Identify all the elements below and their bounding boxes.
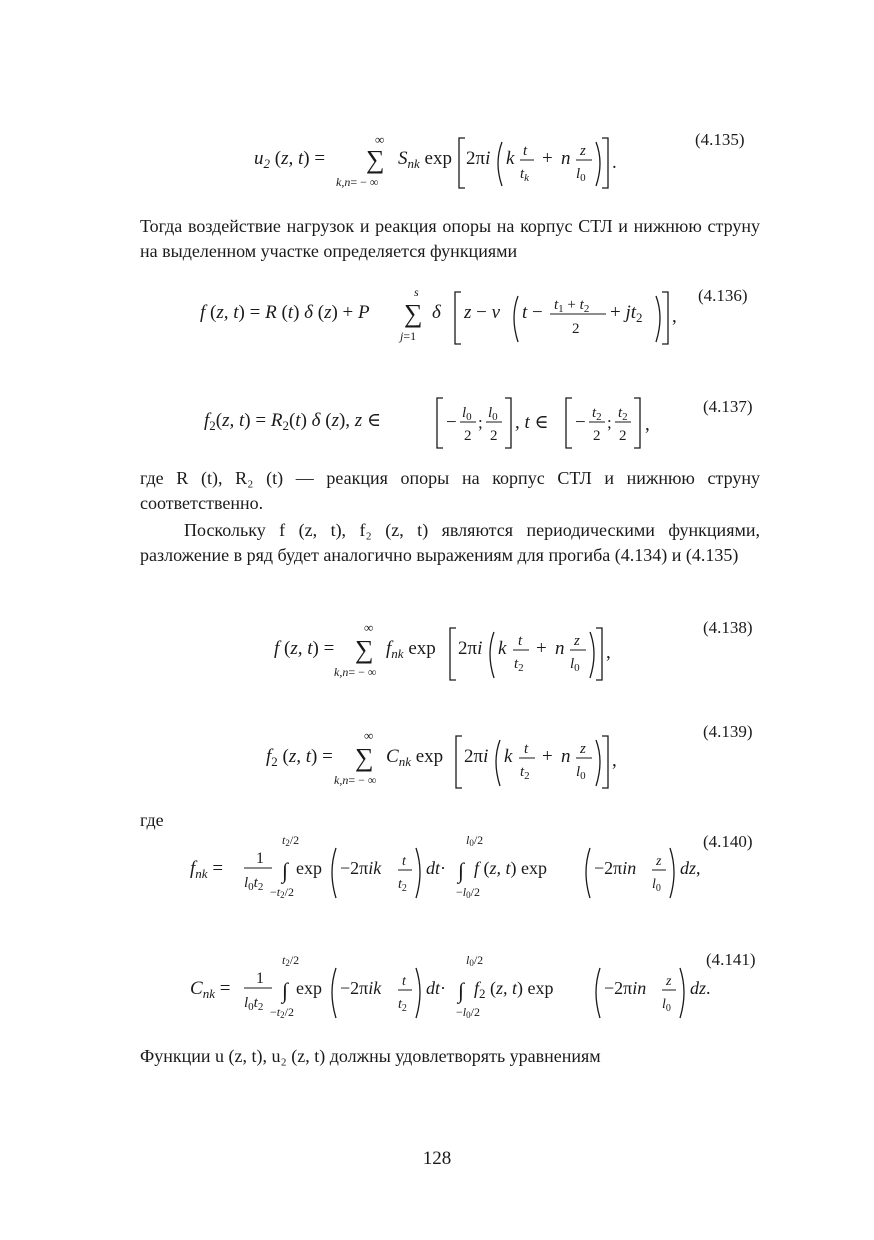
- svg-text:z: z: [574, 633, 580, 649]
- svg-text:z: z: [666, 974, 672, 989]
- svg-text:l0: $l_0$: [576, 166, 586, 184]
- paragraph: Поскольку f (z, t), f₂ (z, t) являются периодическими функциями, разложение в ряд будет аналогично выражениям для прогиба (4.134) и (4.135): [140, 520, 760, 565]
- equation-4-137: [200, 390, 690, 454]
- svg-text:t −: t −: [522, 302, 543, 323]
- equation-4-141: [186, 950, 726, 1030]
- svg-text:f2 (z, t) exp: $f_2$ (z, t) exp: [474, 978, 554, 1001]
- svg-text:l0/2: l0/2: [466, 833, 484, 848]
- equation-number: (4.135): [695, 130, 745, 149]
- svg-text:f (z, t) exp: f (z, t) exp: [474, 858, 548, 878]
- svg-text:l0t2: $l_0t_2$: [244, 875, 264, 893]
- equation-number: (4.140): [703, 832, 753, 851]
- svg-text:∞: ∞: [364, 620, 374, 635]
- svg-text:−: −: [575, 412, 586, 433]
- svg-text:t: t: [402, 854, 406, 869]
- svg-text:,: ,: [612, 750, 617, 771]
- svg-text:l0: $l_0$: [488, 405, 498, 423]
- svg-text:.: .: [612, 152, 617, 173]
- svg-text:dz.: dz.: [690, 978, 711, 998]
- svg-text:2πi: 2πi: [466, 148, 491, 169]
- svg-text:∑: ∑: [366, 145, 385, 174]
- svg-text:n: n: [561, 746, 571, 767]
- equation-number: (4.136): [698, 286, 748, 305]
- svg-text:2: 2: [572, 321, 580, 337]
- where-label: где: [140, 810, 164, 830]
- svg-text:k,n= − ∞: k,n= − ∞: [334, 665, 377, 679]
- equation-4-136: [196, 282, 696, 352]
- equation-number: (4.139): [703, 722, 753, 741]
- svg-text:, t ∈: , t ∈: [515, 412, 549, 433]
- svg-text:k,n= − ∞: k,n= − ∞: [336, 175, 379, 189]
- svg-text:j=1: j=1: [400, 329, 417, 343]
- svg-text:−2πik: −2πik: [340, 978, 382, 998]
- svg-text:f (z, t) = R (t) δ (z) + P: f (z, t) = R (t) δ (z) + P: [200, 302, 370, 323]
- svg-text:exp: exp: [296, 858, 322, 878]
- page-number: 128: [422, 1148, 452, 1169]
- svg-text:dt·: dt·: [426, 858, 447, 878]
- svg-text:dt·: dt·: [426, 978, 447, 998]
- svg-text:f2 (z, t) =: $f_2$ (z, t) =: [266, 746, 333, 769]
- svg-text:l0: $l_0$: [462, 405, 472, 423]
- equation-4-140: [186, 830, 716, 910]
- svg-text:u2 (z, t) =: $u_2$ (z, t) =: [254, 148, 326, 171]
- svg-text:f (z, t) =: f (z, t) =: [274, 638, 335, 659]
- equation-number: (4.138): [703, 618, 753, 637]
- svg-text:+: +: [542, 148, 553, 169]
- svg-text:Cnk exp: $C_{nk}$ exp: [386, 746, 444, 769]
- paragraph: где R (t), R₂ (t) — реакция опоры на корпус СТЛ и нижнюю струну соответственно.: [140, 468, 760, 513]
- svg-text:+ jt2: + $jt_2$: [610, 302, 643, 325]
- svg-text:t2: $t_2$: [398, 877, 407, 894]
- svg-text:k: k: [506, 148, 515, 169]
- svg-text:;: ;: [478, 413, 483, 432]
- svg-text:−2πin: −2πin: [594, 858, 637, 878]
- svg-text:∑: ∑: [404, 299, 423, 328]
- svg-text:z: z: [580, 143, 586, 159]
- svg-text:l0: $l_0$: [576, 764, 586, 782]
- svg-text:fnk =: $f_{nk}$ =: [190, 858, 224, 881]
- svg-text:−t2/2: −t2/2: [270, 1005, 294, 1020]
- svg-text:Snk exp: $S_{nk}$ exp: [398, 148, 452, 171]
- paragraph: Тогда воздействие нагрузок и реакция опоры на корпус СТЛ и нижнюю струну на выделенном участке определяется функциями: [140, 216, 760, 261]
- svg-text:exp: exp: [296, 978, 322, 998]
- svg-text:t: t: [523, 143, 528, 159]
- paragraph: Функции u (z, t), u₂ (z, t) должны удовлетворять уравнениям: [140, 1046, 601, 1066]
- svg-text:−l0/2: −l0/2: [456, 885, 480, 900]
- svg-text:z: z: [656, 854, 662, 869]
- svg-text:δ: δ: [432, 302, 441, 323]
- svg-text:t: t: [524, 741, 529, 757]
- svg-text:t1 + t2: $t_1 + t_2$: [554, 297, 590, 315]
- equation-4-139: [262, 726, 642, 796]
- svg-text:2: 2: [490, 428, 498, 444]
- svg-text:t2: $t_2$: [398, 997, 407, 1014]
- svg-text:tk: $t_k$: [520, 166, 530, 184]
- svg-text:∫: ∫: [458, 978, 465, 1003]
- svg-text:t2: $t_2$: [592, 405, 602, 423]
- svg-text:∞: ∞: [364, 728, 374, 743]
- svg-text:l0: $l_0$: [570, 656, 580, 674]
- svg-text:f2(z, t) = R2(t) δ (z), z ∈: $f_2(z$, $t) = R_2(t)$ δ (z), z ∈: [204, 410, 382, 433]
- svg-text:t2: $t_2$: [618, 405, 628, 423]
- svg-text:−l0/2: −l0/2: [456, 1005, 480, 1020]
- svg-text:∫: ∫: [282, 858, 289, 883]
- svg-text:t: t: [402, 974, 406, 989]
- svg-text:t2/2: t2/2: [282, 953, 300, 968]
- svg-text:2: 2: [464, 428, 472, 444]
- svg-text:,: ,: [645, 414, 650, 435]
- equation-4-138: [270, 618, 650, 688]
- svg-text:l0/2: l0/2: [466, 953, 484, 968]
- svg-text:−2πin: −2πin: [604, 978, 647, 998]
- equation-4-135: [250, 128, 650, 198]
- svg-text:k: k: [504, 746, 513, 767]
- svg-text:n: n: [555, 638, 565, 659]
- svg-text:∫: ∫: [458, 858, 465, 883]
- svg-text:fnk exp: $f_{nk}$ exp: [386, 638, 436, 661]
- svg-text:−t2/2: −t2/2: [270, 885, 294, 900]
- svg-text:t2: $t_2$: [520, 764, 530, 782]
- svg-text:−2πik: −2πik: [340, 858, 382, 878]
- svg-text:s: s: [414, 285, 419, 299]
- svg-text:∑: ∑: [355, 743, 374, 772]
- svg-text:+: +: [542, 746, 553, 767]
- svg-text:+: +: [536, 638, 547, 659]
- svg-text:2: 2: [619, 428, 627, 444]
- svg-text:2πi: 2πi: [464, 746, 489, 767]
- svg-text:,: ,: [672, 306, 677, 327]
- svg-text:Cnk =: $C_{nk}$ =: [190, 978, 231, 1001]
- svg-text:n: n: [561, 148, 571, 169]
- svg-text:l0: $l_0$: [652, 877, 661, 894]
- svg-text:2: 2: [593, 428, 601, 444]
- svg-text:1: 1: [256, 970, 264, 987]
- svg-text:l0: $l_0$: [662, 997, 671, 1014]
- svg-text:∑: ∑: [355, 635, 374, 664]
- svg-text:,: ,: [606, 642, 611, 663]
- svg-text:∫: ∫: [282, 978, 289, 1003]
- svg-text:k,n= − ∞: k,n= − ∞: [334, 773, 377, 787]
- svg-text:k: k: [498, 638, 507, 659]
- svg-text:dz,: dz,: [680, 858, 701, 878]
- equation-number: (4.137): [703, 397, 753, 416]
- svg-text:z: z: [580, 741, 586, 757]
- svg-text:−: −: [446, 412, 457, 433]
- svg-text:z − v: z − v: [464, 302, 501, 323]
- svg-text:;: ;: [607, 413, 612, 432]
- svg-text:2πi: 2πi: [458, 638, 483, 659]
- svg-text:t2: $t_2$: [514, 656, 524, 674]
- svg-text:t2/2: t2/2: [282, 833, 300, 848]
- svg-text:l0t2: $l_0t_2$: [244, 995, 264, 1013]
- svg-text:∞: ∞: [375, 132, 385, 147]
- svg-text:t: t: [518, 633, 523, 649]
- svg-text:1: 1: [256, 850, 264, 867]
- equation-number: (4.141): [706, 950, 756, 969]
